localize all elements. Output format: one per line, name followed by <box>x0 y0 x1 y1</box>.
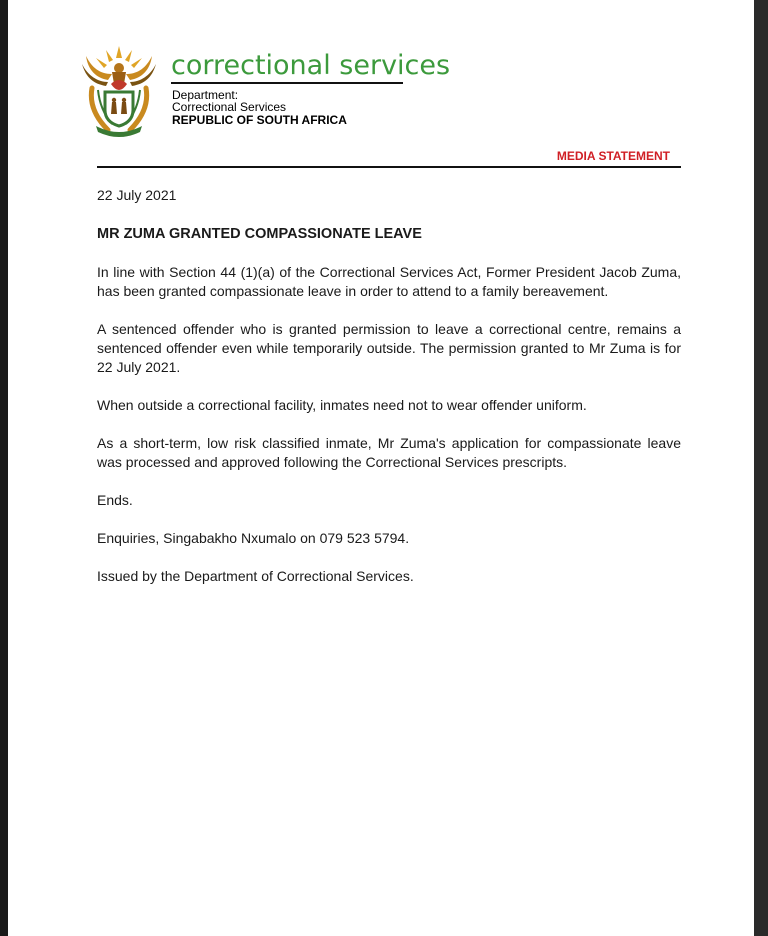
statement-date: 22 July 2021 <box>97 187 177 203</box>
statement-body <box>97 186 681 605</box>
paragraph: In line with Section 44 (1)(a) of the Correctional Services Act, Former President Jacob Zuma, has been granted compassionate leave in order to attend to a family bereavement. <box>97 264 681 299</box>
department-title: correctional services <box>171 50 451 81</box>
paragraph-enquiries: Enquiries, Singabakho Nxumalo on 079 523 5794. <box>97 530 410 546</box>
statement-heading: MR ZUMA GRANTED COMPASSIONATE LEAVE <box>97 226 422 242</box>
page-edge-shadow <box>754 0 768 936</box>
paragraph: When outside a correctional facility, inmates need not to wear offender uniform. <box>97 397 587 413</box>
coat-of-arms-icon <box>78 38 160 138</box>
paragraph-ends: Ends. <box>97 492 133 508</box>
media-statement-label: MEDIA STATEMENT <box>556 149 670 163</box>
letterhead-line-country: REPUBLIC OF SOUTH AFRICA <box>172 113 347 127</box>
paragraph: A sentenced offender who is granted permission to leave a correctional centre, remains a sentenced offender even while temporarily outside. The permission granted to Mr Zuma is for 22 July 2021. <box>97 321 681 375</box>
document-page <box>8 0 754 936</box>
letterhead-line-name: Correctional Services <box>172 100 287 114</box>
paragraph-issued-by: Issued by the Department of Correctional Services. <box>97 568 414 584</box>
letterhead-divider <box>171 82 403 84</box>
letterhead-line-department: Department: <box>172 88 239 102</box>
paragraph: As a short-term, low risk classified inmate, Mr Zuma's application for compassionate leave was processed and approved following the Correctional Services prescripts. <box>97 435 681 470</box>
header-divider <box>97 166 681 168</box>
